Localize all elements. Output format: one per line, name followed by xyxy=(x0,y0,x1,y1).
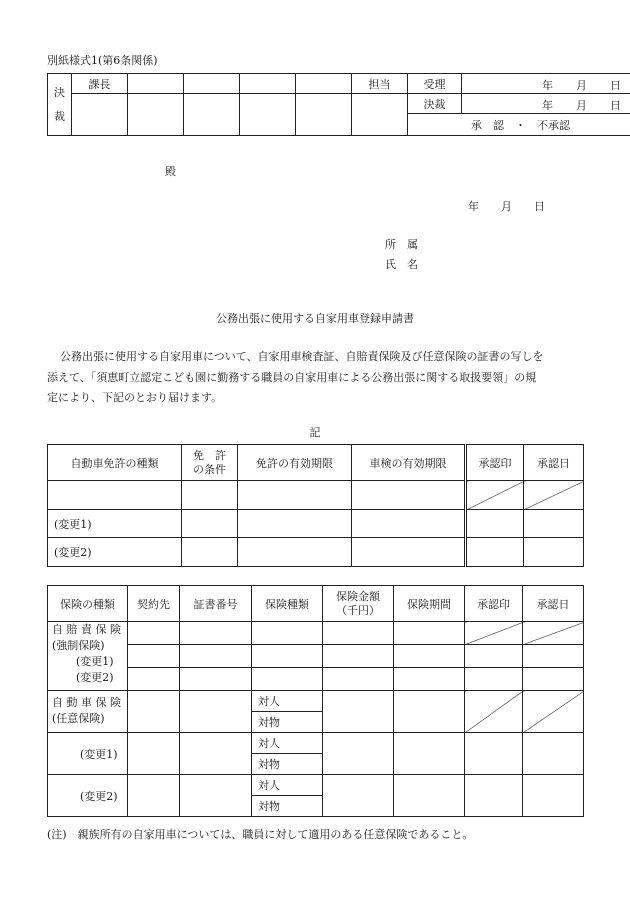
taibutsu-label: 対物 xyxy=(252,796,323,817)
change1-label: (変更1) xyxy=(48,510,182,538)
period-header: 保険期間 xyxy=(394,586,465,622)
body-line-3: 定により、下記のとおり届けます。 xyxy=(47,391,223,404)
approval-date-header: 承認日 xyxy=(524,445,584,481)
taibutsu-label: 対物 xyxy=(252,712,323,733)
shimei-label: 氏 名 xyxy=(385,258,418,271)
license-table xyxy=(47,444,584,567)
table-row xyxy=(48,538,584,567)
insurance-table xyxy=(47,585,584,817)
table-row xyxy=(48,481,584,510)
ins-seal-header: 承認印 xyxy=(465,586,523,622)
insurance-type-header: 保険の種類 xyxy=(48,586,128,622)
shozoku-label: 所 属 xyxy=(385,238,418,251)
taijin-label: 対人 xyxy=(252,775,323,796)
taijin-label: 対人 xyxy=(252,691,323,712)
body-line-1: 公務出張に使用する自家用車について、自家用車検査証、自賠責保険及び任意保険の証書の写しを xyxy=(60,350,544,363)
approval-table xyxy=(47,73,630,136)
ins-date-header: 承認日 xyxy=(523,586,584,622)
kessai-cell: 決 裁 xyxy=(48,74,72,136)
nini-label: 自 動 車 保 険 (任意保険) xyxy=(48,691,128,733)
taibutsu-label: 対物 xyxy=(252,754,323,775)
dono-label: 殿 xyxy=(165,165,176,178)
jibaiseki-label: 自 賠 責 保 険 (強制保険) (変更1) (変更2) xyxy=(48,622,128,691)
change2-label: (変更2) xyxy=(48,538,182,567)
seal-cell xyxy=(466,481,524,510)
tanto-label: 担当 xyxy=(352,74,408,94)
body-line-2: 添えて、「須恵町立認定こども園に勤務する職員の自家用車による公務出張に関する取扱要領」の規 xyxy=(47,371,537,384)
date-cell xyxy=(524,481,584,510)
amount-header: 保険金額 （千円） xyxy=(323,586,394,622)
kessai-label: 決裁 xyxy=(408,94,462,114)
kacho-label: 課長 xyxy=(72,74,128,94)
contractor-header: 契約先 xyxy=(128,586,180,622)
coverage-type-header: 保険種類 xyxy=(252,586,323,622)
footnote: (注) 親族所有の自家用車については、職員に対して適用のある任意保険であること。 xyxy=(47,828,474,841)
approval-result[interactable]: 承 認 ・ 不承認 xyxy=(408,114,630,136)
document-title: 公務出張に使用する自家用車登録申請書 xyxy=(216,312,414,325)
license-type-header: 自動車免許の種類 xyxy=(48,445,182,481)
nini-change1-label: (変更1) xyxy=(48,733,128,775)
inspection-expiry-header: 車検の有効期限 xyxy=(352,445,466,481)
certificate-header: 証書番号 xyxy=(180,586,252,622)
table-row xyxy=(48,510,584,538)
approval-seal-header: 承認印 xyxy=(466,445,524,481)
juri-date[interactable]: 年 月 日 xyxy=(462,74,630,94)
nini-change2-label: (変更2) xyxy=(48,775,128,817)
ki-label: 記 xyxy=(309,426,321,439)
taijin-label: 対人 xyxy=(252,733,323,754)
license-condition-header: 免 許 の条件 xyxy=(182,445,238,481)
form-label: 別紙様式1(第6条関係) xyxy=(47,54,158,67)
date-line: 年 月 日 xyxy=(468,200,545,213)
juri-label: 受理 xyxy=(408,74,462,94)
license-expiry-header: 免許の有効期限 xyxy=(238,445,352,481)
kessai-date[interactable]: 年 月 日 xyxy=(462,94,630,114)
